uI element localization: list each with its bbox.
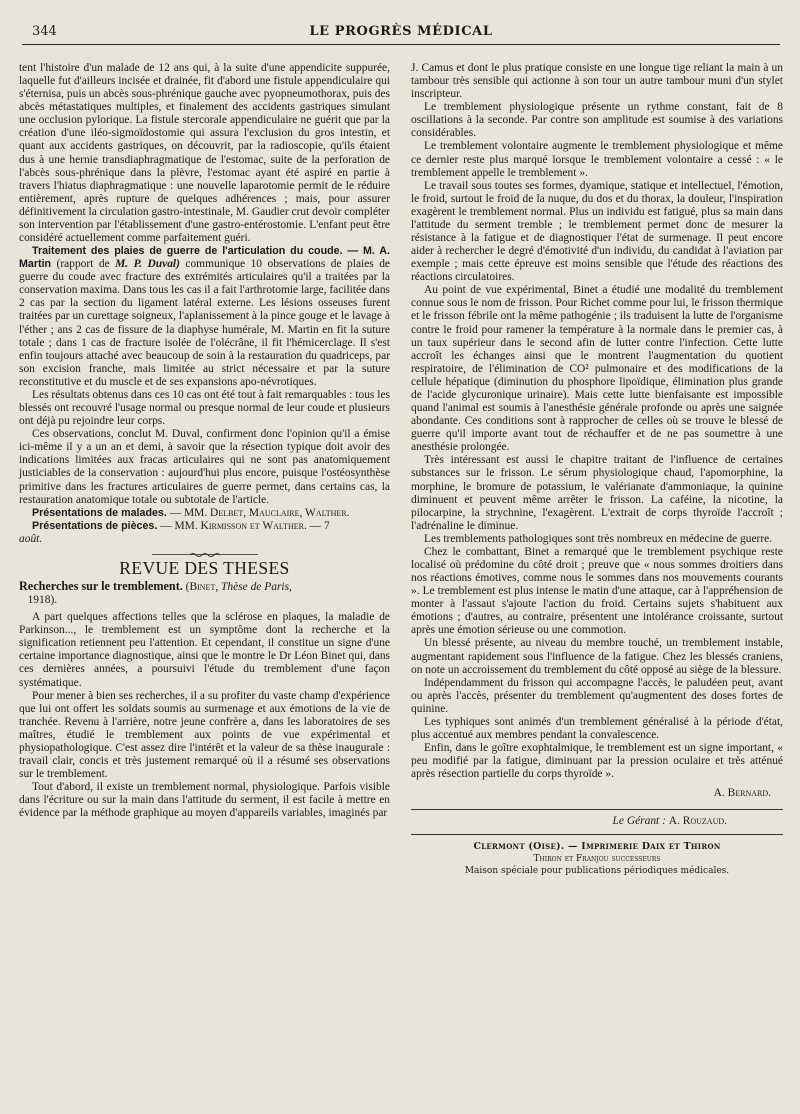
page-header — [22, 22, 780, 45]
paragraph: Indépendamment du frisson qui accompagne l'accès, le paludéen peut, avant ou après l'accès, présenter du tremblement qu'augmentent des doses fortes de quinine. — [411, 676, 783, 715]
left-column — [19, 62, 390, 820]
gerant-line: Le Gérant : A. Rouzaud. — [612, 815, 727, 828]
right-column — [411, 62, 783, 877]
paragraph: Le travail sous toutes ses formes, dyamique, statique et intellectuel, l'émotion, le froid, surtout le froid de la nuque, du dos et du thorax, la douleur, l'inspiration exagèrent le tremblement normal. Plus un individu est fatigué, plus sa main dans l'attitude du serment tremble ; le tremblement permet donc de mesurer la résistance à la fatigue et de diagnostiquer l'état de surmenage. Il peut encore aider à rechercher le degré d'émotivité d'un individu, du candidat à l'aviation par exemple ; mais cette épreuve est moins sensible que l'étude des réactions des réactions circulatoires. — [411, 179, 783, 284]
author-signature: A. Bernard. — [713, 787, 771, 800]
paragraph: tent l'histoire d'un malade de 12 ans qui, à la suite d'une appendicite suppurée, laquelle fut d'ailleurs incisée et drainée, fit d'abord une fistule appendiculaire qui s'éternisa, puis un abcès sous-phrénique gauche avec pyopneumothorax, puis des abcès métastatiques multiples, et finalement des accidents gastriques simulant une occlusion pylorique. La fistule stercorale appendiculaire ne guérit que par la création d'une iléo-sigmoïdostomie qui assura l'exclusion du gros intestin, et quant aux accidents gastriques, on découvrit, par la radioscopie, qu'ils étaient dus à une hernie transdiaphragmatique de l'estomac, suite de la perforation de l'abcès sous-phrénique dans la plèvre, l'estomac ayant été aspiré en partie à travers l'hiatus diaphragmatique : une nouvelle laparotomie permit de le réduire entièrement, après rupture de quelques adhérences ; mais, pour assurer définitivement la circulation gastro-intestinale, M. Gaudier crut devoir compléter son intervention par l'établissement d'une gastro-entérostomie. L'enfant peut être considéré actuellement comme parfaitement guéri. — [19, 62, 390, 245]
thesis-heading: Recherches sur le tremblement. (Binet, Thèse de Paris, 1918). — [19, 578, 292, 607]
paragraph: Un blessé présente, au niveau du membre touché, un tremblement instable, augmentant rapidement sous l'influence de la fatigue. Chez les blessés craniens, on note un accroissement du tremblement du côté opposé au siège de la blessure. — [411, 637, 783, 676]
paragraph: Pour mener à bien ses recherches, il a su profiter du vaste champ d'expérience que lui ont offert les soldats soumis au surmenage et aux émotions de la vie de tranchée. Revenu à l'arrière, notre jeune confrère a, dans les laboratoires de ses maîtres, étudié le tremblement aux points de vue expérimental et physiopathologique. C'est assez dire l'intérêt et la valeur de sa thèse inaugurale : travail clair, concis et très justement remarqué où il a résumé ses observations sur le tremblement. — [19, 689, 390, 781]
paragraph: A part quelques affections telles que la sclérose en plaques, la maladie de Parkinson..., le tremblement est un symptôme dont la recherche et la signification retiennent peu l'attention. Et cependant, il constitue un signe d'une certaine importance diagnostique, ainsi que le montre le Dr Léon Binet qui, dans ces dernières années, a poursuivi l'étude du tremblement d'une façon systématique. — [19, 611, 390, 689]
paragraph: Ces observations, conclut M. Duval, confirment donc l'opinion qu'il a émise ici-même il y a un an et demi, à savoir que la résection typique doit avoir des indications limitées aux fracas articulaires qui ne sont pas anatomiquement justiciables de la conservation : aujourd'hui plus encore, puisque l'ostéosynthèse primitive dans les fractures articulaires de guerre permet, dans certains cas, la restauration anatomique totale ou subtotale de l'article. — [19, 428, 390, 506]
divider — [411, 809, 783, 810]
flourish-icon — [152, 552, 258, 558]
paragraph: Le tremblement volontaire augmente le tremblement physiologique et même ce dernier reste plus marqué lorsque le tremblement volontaire a cessé : « le tremblement appelle le tremblement ». — [411, 140, 783, 179]
section-heading: Traitement des plaies de guerre de l'articulation du coude. — M. A. Martin — [19, 245, 390, 271]
printer-imprint: Clermont (Oise). — Imprimerie Daix et Thiron Thiron et Franjou successeurs Maison spéciale pour publications périodiques médicales. — [464, 841, 730, 877]
paragraph: Les résultats obtenus dans ces 10 cas ont été tout à fait remarquables : tous les blessés ont recouvré l'usage normal ou presque normal de leur coude et plusieurs ont déjà pu rejoindre leur corps. — [19, 388, 390, 428]
paragraph: Au point de vue expérimental, Binet a étudié une modalité du tremblement connue sous le nom de frisson. Pour Richet comme pour lui, le frisson thermique et le frisson fébrile ont la même pathogénie ; ils traduisent la lutte de l'organisme contre le froid pour ramener la température à la normale dans le premier cas, à un taux supérieur dans le second afin de lutter contre l'infection. Cette lutte accroît les échanges ainsi que le montrent l'augmentation du quotient respiratoire, de l'élimination de CO² pulmonaire et des modifications de la cellule hépatique (diminution du phosphore lipoïdique, élimination plus grande de l'acide glycuronique urinaire). Mais cette lutte bienfaisante est impossible quand l'animal est soumis à l'anesthésie générale profonde ou après une saignée abondante. Ces conditions sont à rapprocher de celles où se trouve le blessé de guerre qu'il importe avant tout de réchauffer et de ne pas soumettre à une anesthésie prolongée. — [411, 284, 783, 454]
presentations-pieces: Présentations de pièces. — MM. Kirmisson et Walther. — 7 août. — [19, 519, 330, 545]
paragraph: Le tremblement physiologique présente un rythme constant, fait de 8 oscillations à la seconde. Par contre son amplitude est soumise à des variations considérables. — [411, 101, 783, 140]
presentations-malades: Présentations de malades. — MM. Delbet, Mauclaire, Walther. — [32, 506, 350, 519]
page-number: 344 — [32, 24, 57, 39]
section-title: REVUE DES THESES — [119, 557, 290, 578]
divider — [411, 834, 783, 835]
journal-title: LE PROGRÈS MÉDICAL — [309, 24, 493, 39]
paragraph: Les tremblements pathologiques sont très nombreux en médecine de guerre. — [424, 532, 773, 545]
paragraph: Chez le combattant, Binet a remarqué que le tremblement psychique reste localisé où prédomine du côté droit ; preuve que « nous sommes droitiers dans nos réactions émotives, comme nous le sommes dans nos mouvements courants ». Le tremblement est plus intense le matin d'une attaque, car à l'appréhension de monter à l'assaut s'ajoute l'action du froid. Certains sujets s'habituent aux émotions ; d'autres, au contraire, présentent une intolérance croissante, surtout après une émotion sérieuse ou une commotion. — [411, 545, 783, 637]
ornamental-divider — [152, 552, 258, 558]
paragraph: Enfin, dans le goître exophtalmique, le tremblement est un signe important, « peu modifié par la fatigue, diminuant par la pression oculaire et très atténué après résection partielle du corps thyroïde ». — [411, 742, 783, 781]
paragraph: J. Camus et dont le plus pratique consiste en une longue tige reliant la main à un tambour très sensible qui actionne à son tour un autre tambour muni d'un stylet inscripteur. — [411, 62, 783, 101]
paragraph: Les typhiques sont animés d'un tremblement généralisé à la période d'état, plus accentué aux membres pendant la convalescence. — [411, 715, 783, 741]
paragraph-elbow: Traitement des plaies de guerre de l'articulation du coude. — M. A. Martin (rapport de M. P. Duval) communique 10 observations de plaies de guerre du coude avec fracture des extrémités articulaires qu'il a traitées par la conservation maxima. Dans tous les cas il a fait l'arthrotomie large, facilitée dans 2 cas par la section du ligament latéral externe. Les lésions osseuses furent traitées par un curettage soigneux, l'aplanissement à la pince gouge et le lavage à l'éther ; ans 2 cas de fissure de la diaphyse humérale, M. Martin en fit la suture totale ; dans 1 cas de fracture isolée de l'olécrâne, il fit l'hémicerclage. Il s'est enfin toujours attaché avec beaucoup de soin à la restauration du quadriceps, par son excision franche, mais limitée au strict nécessaire et par la suture reconstitutive et du muscle et de ses expansions apo-névrotiques. — [19, 245, 391, 388]
paragraph: Très intéressant est aussi le chapitre traitant de l'influence de certaines substances sur le frisson. Le sérum physiologique chaud, l'apomorphine, la morphine, le bromure de potassium, le valérianate d'ammoniaque, la quinine diminuent et peuvent même arrêter le frisson. La caféine, la nicotine, la pilocarpine, la strychnine, l'exagèrent. L'extrait de corps thyroïde l'accroît ; l'adrénaline le diminue. — [411, 454, 783, 532]
paragraph: Tout d'abord, il existe un tremblement normal, physiologique. Parfois visible dans l'écriture ou sur la main dans l'attitude du serment, il est facile à mettre en évidence par la méthode graphique au moyen d'appareils variables, imaginés par — [19, 781, 390, 820]
